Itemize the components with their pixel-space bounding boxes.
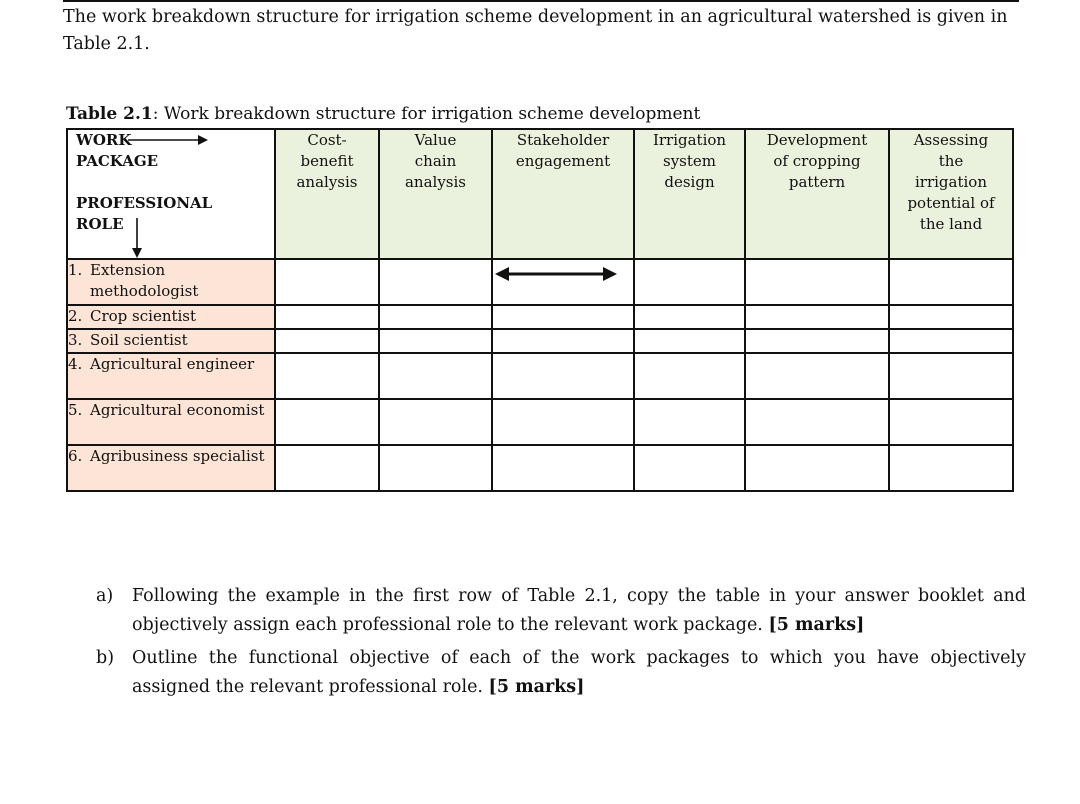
role-number: 5. [68, 401, 83, 419]
table-cell [492, 305, 634, 329]
question-letter: b) [96, 648, 115, 668]
question-marks: [5 marks] [768, 615, 865, 635]
table-cell [379, 259, 492, 305]
table-cell [379, 399, 492, 445]
right-arrow-icon [128, 132, 208, 148]
table-row [67, 445, 1013, 491]
role-name: Agricultural engineer [90, 355, 255, 373]
table-cell [745, 399, 889, 445]
corner-role-label: ROLE [76, 215, 124, 233]
down-arrow-icon [130, 218, 144, 258]
role-name: Agribusiness specialist [90, 447, 265, 465]
table-cell [889, 305, 1013, 329]
table-cell [275, 399, 379, 445]
table-cell [889, 329, 1013, 353]
role-number: 6. [68, 447, 83, 465]
table-cell [889, 353, 1013, 399]
caption-text: : Work breakdown structure for irrigation scheme development [152, 104, 701, 124]
column-header: Irrigation system design [634, 129, 745, 259]
role-cell [67, 399, 275, 445]
question-text [132, 582, 1026, 640]
intro-paragraph: The work breakdown structure for irrigation scheme development in an agricultural watershed is given in Table 2.1. [63, 7, 1008, 54]
questions [96, 582, 1026, 706]
role-cell [67, 305, 275, 329]
table-cell [492, 259, 634, 305]
role-name: Agricultural economist [90, 401, 265, 419]
table-cell [379, 445, 492, 491]
table-cell [379, 353, 492, 399]
top-rule [63, 0, 1019, 2]
role-number: 2. [68, 307, 83, 325]
table-cell [745, 445, 889, 491]
role-cell [67, 329, 275, 353]
column-header: Development of cropping pattern [745, 129, 889, 259]
table-cell [492, 399, 634, 445]
table-cell [634, 329, 745, 353]
table-cell [745, 305, 889, 329]
table-cell [889, 399, 1013, 445]
question-body: Outline the functional objective of each of the work packages to which you have objectively assigned the relevant professional role. [132, 648, 1026, 697]
corner-header-cell [67, 129, 275, 259]
header-row [67, 129, 1013, 259]
question-a [96, 582, 1026, 640]
table-cell [275, 259, 379, 305]
table-cell [492, 329, 634, 353]
table-caption [66, 104, 700, 124]
role-cell [67, 445, 275, 491]
column-header: Stakeholder engagement [492, 129, 634, 259]
table-cell [379, 305, 492, 329]
table-cell [275, 305, 379, 329]
caption-label: Table 2.1 [66, 104, 153, 124]
table-cell [634, 305, 745, 329]
role-number: 4. [68, 355, 83, 373]
table-row [67, 329, 1013, 353]
table-cell [745, 259, 889, 305]
question-letter: a) [96, 586, 114, 606]
table-cell [492, 445, 634, 491]
table-cell [634, 399, 745, 445]
role-number: 3. [68, 331, 83, 349]
table-cell [889, 259, 1013, 305]
table-cell [379, 329, 492, 353]
table-row [67, 305, 1013, 329]
table-cell [275, 329, 379, 353]
wbs-table [66, 128, 1014, 492]
corner-work-label: WORK [76, 131, 132, 149]
role-cell [67, 259, 275, 305]
table-row [67, 399, 1013, 445]
corner-professional-label: PROFESSIONAL [76, 194, 213, 212]
column-header: Value chain analysis [379, 129, 492, 259]
table-cell [275, 353, 379, 399]
table-cell [275, 445, 379, 491]
role-name: Extension methodologist [90, 261, 199, 300]
column-header: Cost- benefit analysis [275, 129, 379, 259]
column-header: Assessing the irrigation potential of the land [889, 129, 1013, 259]
table-cell [634, 353, 745, 399]
question-body: Following the example in the first row of Table 2.1, copy the table in your answer booklet and objectively assign each professional role to the relevant work package. [132, 586, 1026, 635]
corner-package-label: PACKAGE [76, 152, 159, 170]
table-cell [634, 259, 745, 305]
table-row [67, 259, 1013, 305]
role-cell [67, 353, 275, 399]
double-arrow-icon [495, 264, 617, 284]
table-cell [634, 445, 745, 491]
role-number: 1. [68, 261, 83, 279]
role-name: Soil scientist [90, 331, 188, 349]
table-cell [745, 353, 889, 399]
table-cell [745, 329, 889, 353]
question-b [96, 644, 1026, 702]
table-cell [889, 445, 1013, 491]
question-marks: [5 marks] [488, 677, 585, 697]
role-name: Crop scientist [90, 307, 197, 325]
question-text [132, 644, 1026, 702]
table-cell [492, 353, 634, 399]
table-row [67, 353, 1013, 399]
